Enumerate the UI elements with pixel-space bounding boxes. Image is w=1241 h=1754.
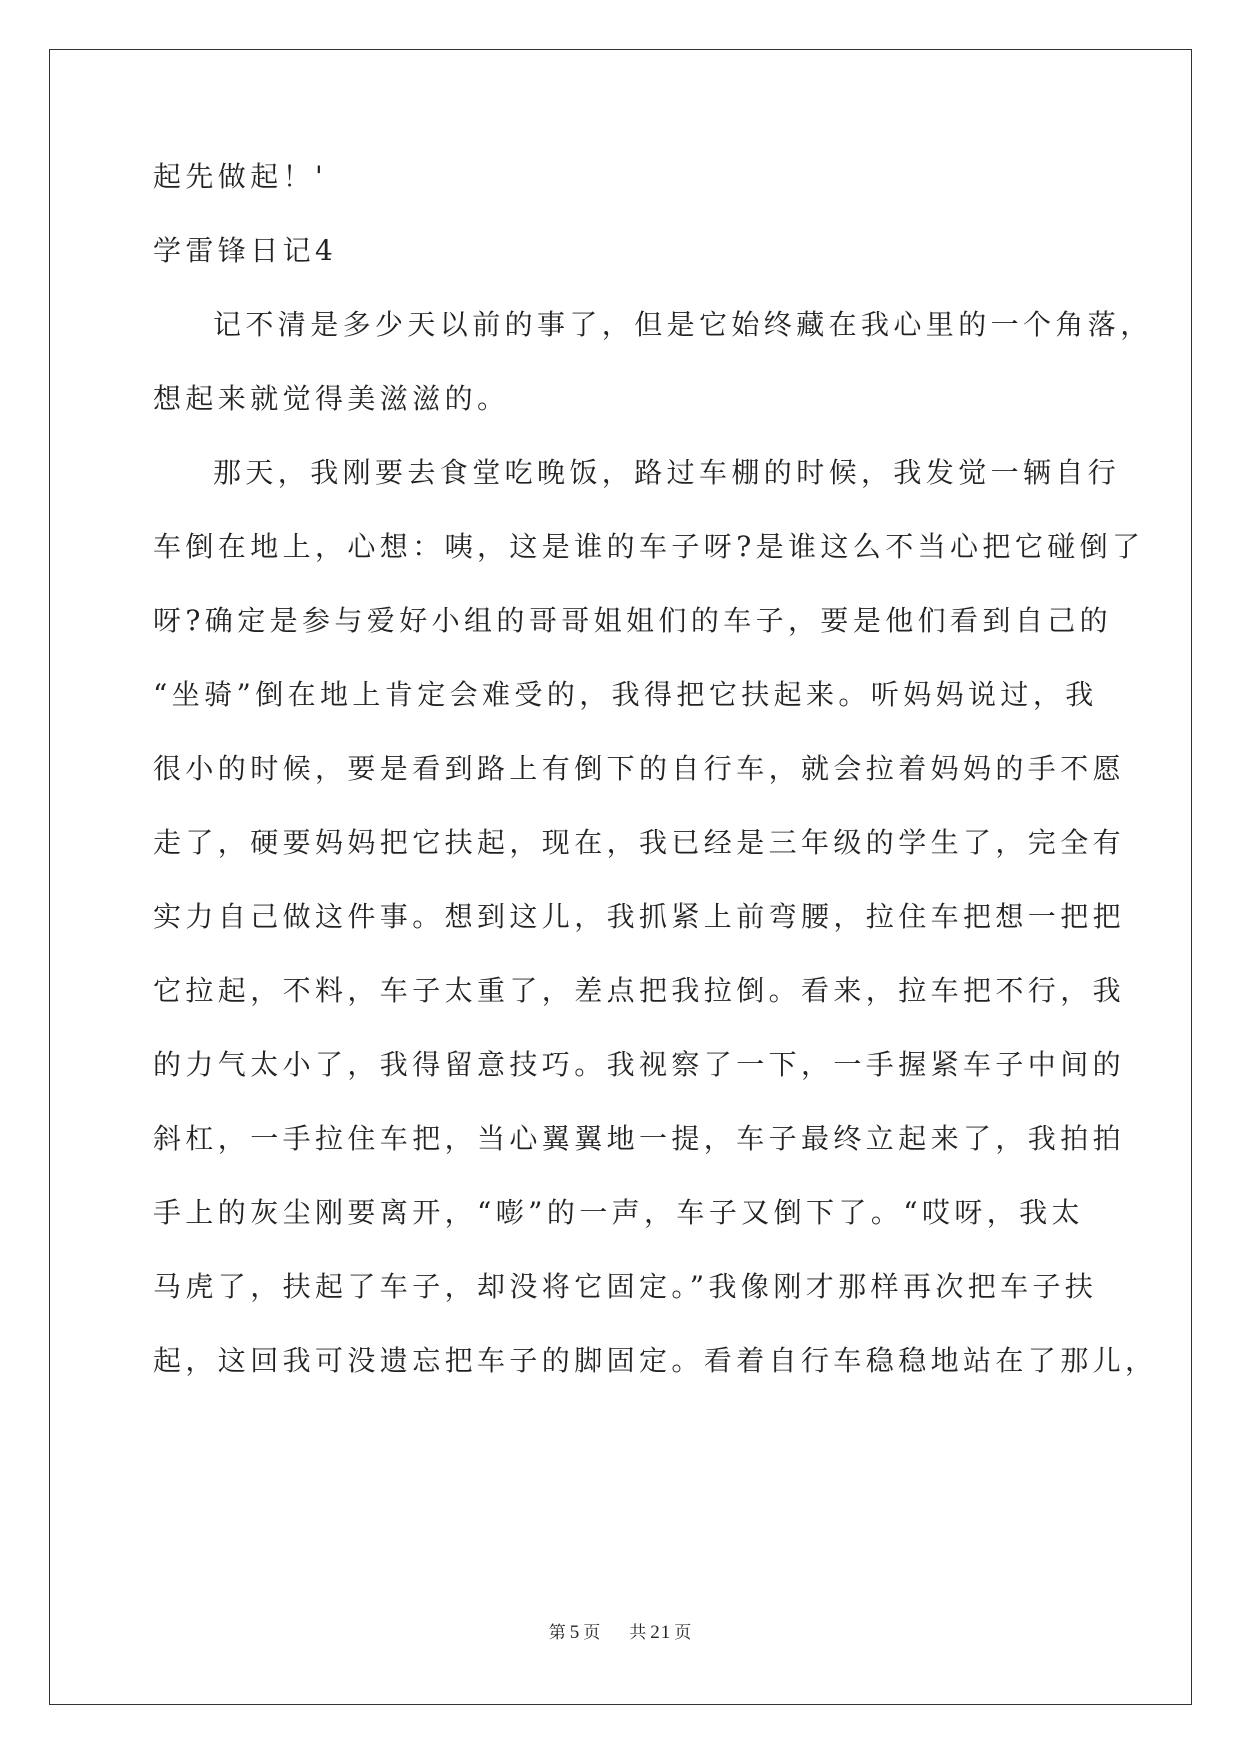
text-line: 很小的时候，要是看到路上有倒下的自行车，就会拉着妈妈的手不愿	[153, 752, 1126, 785]
page-border	[49, 49, 1192, 1705]
text-line: 走了，硬要妈妈把它扶起，现在，我已经是三年级的学生了，完全有	[153, 826, 1126, 859]
text-line: 实力自己做这件事。想到这儿，我抓紧上前弯腰，拉住车把想一把把	[153, 900, 1126, 933]
text-line: 马虎了，扶起了车子，却没将它固定。”我像刚才那样再次把车子扶	[153, 1270, 1098, 1303]
section-heading: 学雷锋日记4	[153, 234, 338, 267]
page-prefix: 第	[548, 1623, 567, 1643]
text-line: 那天，我刚要去食堂吃晚饭，路过车棚的时候，我发觉一辆自行	[213, 456, 1121, 489]
text-line: 斜杠，一手拉住车把，当心翼翼地一提，车子最终立起来了，我拍拍	[153, 1122, 1126, 1155]
text-line: 想起来就觉得美滋滋的。	[153, 382, 510, 415]
page-number: 5	[569, 1622, 581, 1643]
text-line: “坐骑”倒在地上肯定会难受的，我得把它扶起来。听妈妈说过，我	[153, 678, 1098, 711]
text-line: 手上的灰尘刚要离开，“嘭”的一声，车子又倒下了。“哎呀，我太	[153, 1196, 1084, 1229]
text-line: 呀?确定是参与爱好小组的哥哥姐姐们的车子，要是他们看到自己的	[153, 604, 1113, 637]
text-line: 它拉起，不料，车子太重了，差点把我拉倒。看来，拉车把不行，我	[153, 974, 1126, 1007]
total-suffix: 页	[674, 1623, 693, 1643]
text-line: 车倒在地上，心想：咦，这是谁的车子呀?是谁这么不当心把它碰倒了	[153, 530, 1145, 563]
text-line: 记不清是多少天以前的事了，但是它始终藏在我心里的一个角落，	[213, 308, 1153, 341]
total-pages: 21	[650, 1622, 672, 1643]
text-line: 起，这回我可没遗忘把车子的脚固定。看着自行车稳稳地站在了那儿，	[153, 1344, 1158, 1377]
page-suffix: 页	[583, 1623, 602, 1643]
total-prefix: 共	[629, 1623, 648, 1643]
text-line: 的力气太小了，我得留意技巧。我视察了一下，一手握紧车子中间的	[153, 1048, 1126, 1081]
text-line: 起先做起！'	[153, 160, 328, 193]
page-footer	[0, 1621, 1241, 1645]
